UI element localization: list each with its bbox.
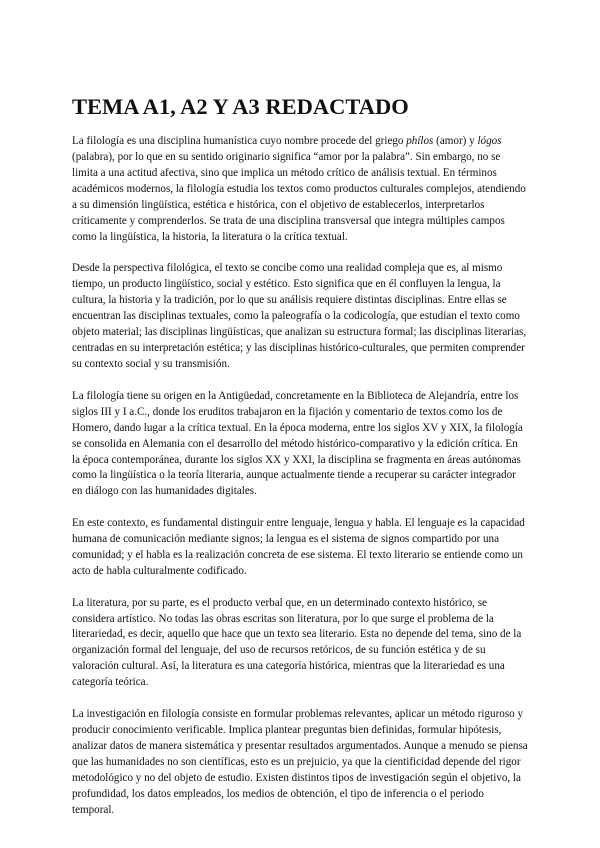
paragraph-5-text: La literatura, por su parte, es el producto verbal que, en un determinado contexto histórico, se considera artístico. No todas las obras escritas son literatura, por lo que surge el problema de la literariedad, es decir, aquello que hace que un texto sea literario. Esta no depende del tema, sino de la organización formal del lenguaje, del uso de recursos retóricos, de su función estética y de su valoración cultural. Así, la literatura es una categoría histórica, mientras que la literariedad es una categoría teórica.	[72, 596, 522, 689]
paragraph-4	[72, 516, 528, 580]
paragraph-6-text: La investigación en filología consiste en formular problemas relevantes, aplicar un método riguroso y producir conocimiento verificable. Implica plantear preguntas bien definidas, formular hipótesis, analizar datos de manera sistemática y presentar resultados argumentados. Aunque a menudo se piensa que las humanidades no son científicas, esto es un prejuicio, ya que la cientificidad depende del rigor metodológico y no del objeto de estudio. Existen distintos tipos de investigación según el objetivo, la profundidad, los datos empleados, los medios de obtención, el tipo de inferencia o el periodo temporal.	[72, 707, 528, 816]
paragraph-1-text: (amor) y	[433, 135, 478, 147]
page-title: TEMA A1, A2 Y A3 REDACTADO	[72, 94, 409, 119]
paragraph-5	[72, 596, 528, 692]
paragraph-2-text: Desde la perspectiva filológica, el texto se concibe como una realidad compleja que es, al mismo tiempo, un producto lingüístico, social y estético. Esto significa que en él confluyen la lengua, la cultura, la historia y la tradición, por lo que su análisis requiere distintas disciplinas. Entre ellas se encuentran las disciplinas textuales, como la paleografía o la codicología, que estudian el texto como objeto material; las disciplinas lingüísticas, que analizan su estructura formal; las disciplinas literarias, centradas en su interpretación estética; y las disciplinas histórico-culturales, que permiten comprender su contexto social y su transmisión.	[72, 262, 527, 371]
document-body	[72, 134, 528, 834]
paragraph-3	[72, 389, 528, 501]
paragraph-6	[72, 707, 528, 819]
greek-term-logos: lógos	[477, 135, 502, 147]
paragraph-4-text: En este contexto, es fundamental distinguir entre lenguaje, lengua y habla. El lenguaje es la capacidad humana de comunicación mediante signos; la lengua es el sistema de signos compartido por una comunidad; y el habla es la realización concreta de ese sistema. El texto literario se entiende como un acto de habla culturalmente codificado.	[72, 517, 525, 577]
paragraph-2	[72, 261, 528, 373]
paragraph-1	[72, 134, 528, 246]
greek-term-philos: phílos	[406, 135, 434, 147]
paragraph-1-text: La filología es una disciplina humanística cuyo nombre procede del griego	[72, 135, 407, 147]
paragraph-3-text: La filología tiene su origen en la Antigüedad, concretamente en la Biblioteca de Alejandría, entre los siglos III y I a.C., donde los eruditos trabajaron en la fijación y comentario de textos como los de Homero, dando lugar a la crítica textual. En la época moderna, entre los siglos XV y XIX, la filología se consolida en Alemania con el desarrollo del método histórico-comparativo y la edición crítica. En la época contemporánea, durante los siglos XX y XXI, la disciplina se fragmenta en áreas autónomas como la lingüística o la teoría literaria, aunque actualmente tiende a recuperar su carácter integrador en diálogo con las humanidades digitales.	[72, 389, 523, 498]
paragraph-1-text: (palabra), por lo que en su sentido originario significa “amor por la palabra”. Sin embargo, no se limita a una actitud afectiva, sino que implica un método crítico de análisis textual. En términos académicos modernos, la filología estudia los textos como productos culturales complejos, atendiendo a su dimensión lingüística, estética e histórica, con el objetivo de establecerlos, interpretarlos críticamente y comprenderlos. Se trata de una disciplina transversal que integra múltiples campos como la lingüística, la historia, la literatura o la crítica textual.	[72, 150, 526, 243]
